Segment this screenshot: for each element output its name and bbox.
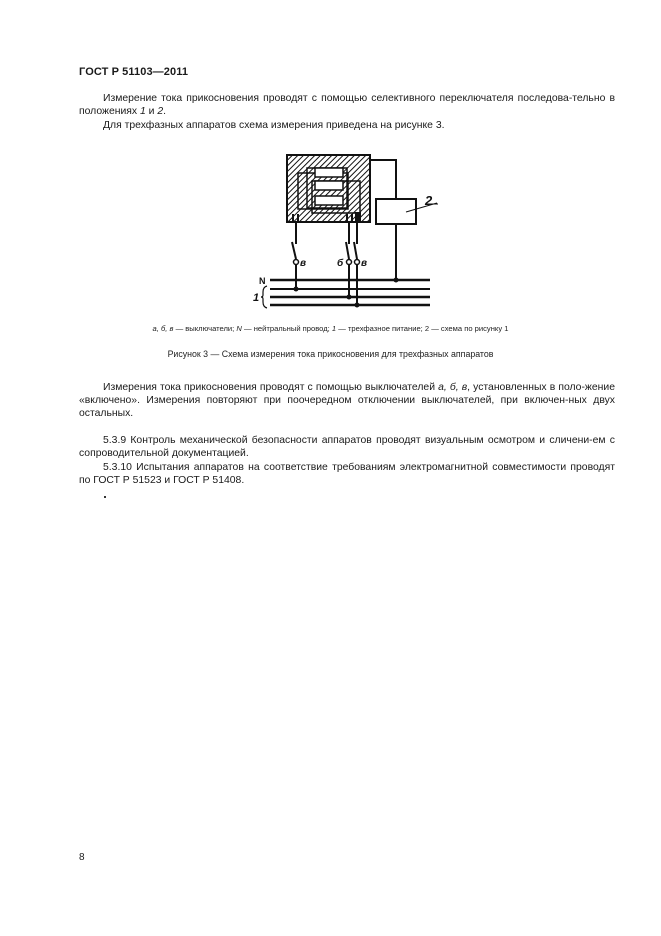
paragraph-three-phase-intro: Для трехфазных аппаратов схема измерения приведена на рисунке 3. [103, 120, 445, 131]
paragraph-touch-current-selector [79, 92, 615, 118]
legend-neutral-key: N [236, 324, 242, 333]
paragraph-text: . [163, 106, 167, 118]
switch-b-label: б [337, 258, 344, 269]
legend-text: — нейтральный провод; [241, 324, 332, 333]
supply-label-1: 1 [253, 292, 260, 304]
paragraph-text: , установленных в поло-жение «включено». Измерения повторяют при поочередном отключении выключателей, при включен-ных двух остальных. [79, 382, 615, 420]
position-1: 1 [140, 106, 146, 118]
page-number: 8 [79, 852, 85, 863]
paragraph-text: Измерения тока прикосновения проводят с помощью выключателей [103, 382, 439, 393]
figure-legend [0, 324, 661, 333]
measurement-device-2 [370, 160, 438, 283]
stray-mark [104, 496, 106, 498]
switch-b [346, 222, 352, 300]
document-header: ГОСТ Р 51103—2011 [79, 66, 189, 78]
paragraph-text: Измерение тока прикосновения проводят с помощью селективного переключателя последова-тельно в положениях [79, 93, 615, 118]
legend-text: — выключатели; [173, 324, 237, 333]
hatched-enclosure [287, 155, 370, 223]
neutral-label: N [259, 276, 266, 286]
legend-supply-key: 1 [331, 324, 337, 333]
legend-text: — трехфазное питание; 2 — схема по рисунку 1 [336, 324, 509, 333]
switch-v-label: в [361, 258, 368, 269]
device-label-2: 2 [425, 193, 433, 208]
figure-3-diagram [250, 145, 450, 315]
paragraph-switch-measurement [79, 381, 615, 421]
switch-names: а, б, в [438, 382, 468, 393]
bus-lines [261, 280, 430, 308]
paragraph-5-3-10: 5.3.10 Испытания аппаратов на соответствие требованиям электромагнитной совместимости проводят по ГОСТ Р 51523 и ГОСТ Р 51408. [79, 462, 615, 487]
paragraph-5-3-9: 5.3.9 Контроль механической безопасности аппаратов проводят визуальным осмотром и сличени-ем с сопроводительной документацией. [79, 435, 615, 460]
position-2: 2 [157, 106, 164, 118]
figure-caption: Рисунок 3 — Схема измерения тока прикосновения для трехфазных аппаратов [167, 349, 494, 359]
paragraph-text: и [145, 106, 158, 118]
switch-v [354, 222, 360, 308]
switch-a-label: в [300, 258, 307, 269]
legend-switches-key: а, б, в [152, 324, 174, 333]
